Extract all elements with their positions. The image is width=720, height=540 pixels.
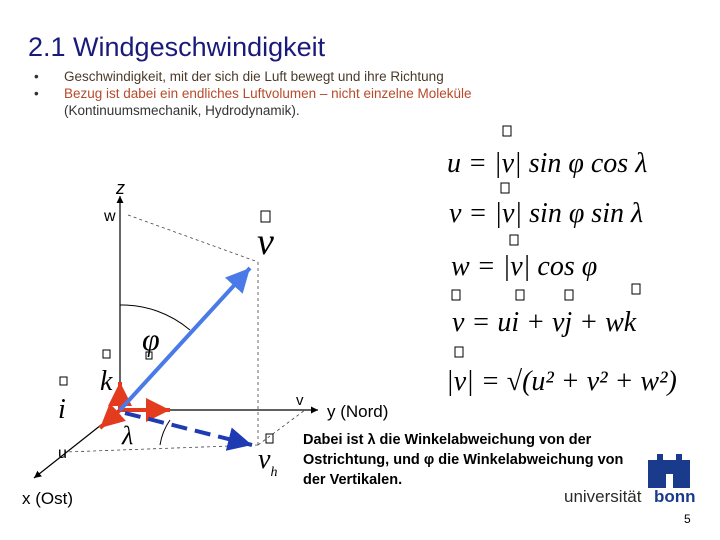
bullet-text-continuation: (Kontinuumsmechanik, Hydrodynamik).	[64, 103, 300, 118]
phi-label: φ	[142, 321, 160, 357]
dashed-projection-v	[258, 410, 305, 445]
logo-text-bonn: bonn	[654, 487, 696, 506]
vh-main: v	[258, 444, 271, 475]
placeholder-box-icon	[503, 126, 511, 136]
v-vector-label: v	[257, 221, 274, 263]
lambda-label: λ	[122, 421, 134, 450]
wind-vector-v	[120, 268, 250, 410]
i-label: i	[58, 394, 66, 425]
bullet-text: Bezug ist dabei ein endliches Luftvolumen – nicht einzelne Moleküle	[64, 86, 472, 101]
u-label: u	[58, 445, 67, 462]
vh-label	[258, 444, 277, 480]
unit-vector-i	[100, 410, 120, 428]
vh-subscript: h	[270, 465, 278, 480]
page-number: 5	[684, 512, 691, 526]
logo-text-universitaet: universität	[564, 487, 642, 506]
placeholder-box-icon	[266, 434, 273, 443]
bullet-dot-icon: •	[34, 86, 39, 101]
placeholder-box-icon	[452, 290, 460, 300]
placeholder-box-icon	[565, 290, 573, 300]
equation-u: u = |v| sin φ cos λ	[447, 148, 648, 179]
w-label: w	[104, 208, 116, 225]
castle-icon	[648, 454, 690, 488]
equation-vector: v = ui + vj + wk	[452, 307, 637, 338]
equation-block	[446, 126, 677, 397]
horizontal-component-vh	[125, 413, 252, 445]
placeholder-box-icon	[632, 284, 640, 294]
x-axis-label: x (Ost)	[22, 489, 73, 508]
slide-title: 2.1 Windgeschwindigkeit	[28, 32, 326, 62]
placeholder-box-icon	[103, 350, 110, 358]
university-logo	[562, 452, 712, 512]
explanation-note: Dabei ist λ die Winkelabweichung von der Ostrichtung, und φ die Winkelabweichung von der Vertikalen.	[303, 432, 624, 488]
placeholder-box-icon	[455, 347, 463, 357]
dashed-projection-w	[128, 215, 258, 262]
placeholder-box-icon	[501, 183, 509, 193]
v-axis-label: v	[296, 392, 304, 409]
k-label: k	[100, 366, 113, 397]
equation-magnitude: |v| = √(u² + v² + w²)	[446, 366, 677, 397]
dashed-projection-u	[65, 445, 258, 452]
bullet-text: Geschwindigkeit, mit der sich die Luft bewegt und ihre Richtung	[64, 69, 444, 84]
y-axis-label: y (Nord)	[327, 402, 389, 421]
placeholder-box-icon	[60, 377, 67, 385]
placeholder-box-icon	[516, 290, 524, 300]
placeholder-box-icon	[510, 235, 518, 245]
equation-w: w = |v| cos φ	[451, 251, 598, 282]
z-axis-label: z	[116, 178, 125, 198]
equation-v: v = |v| sin φ sin λ	[449, 198, 644, 229]
bullet-dot-icon: •	[34, 69, 39, 84]
